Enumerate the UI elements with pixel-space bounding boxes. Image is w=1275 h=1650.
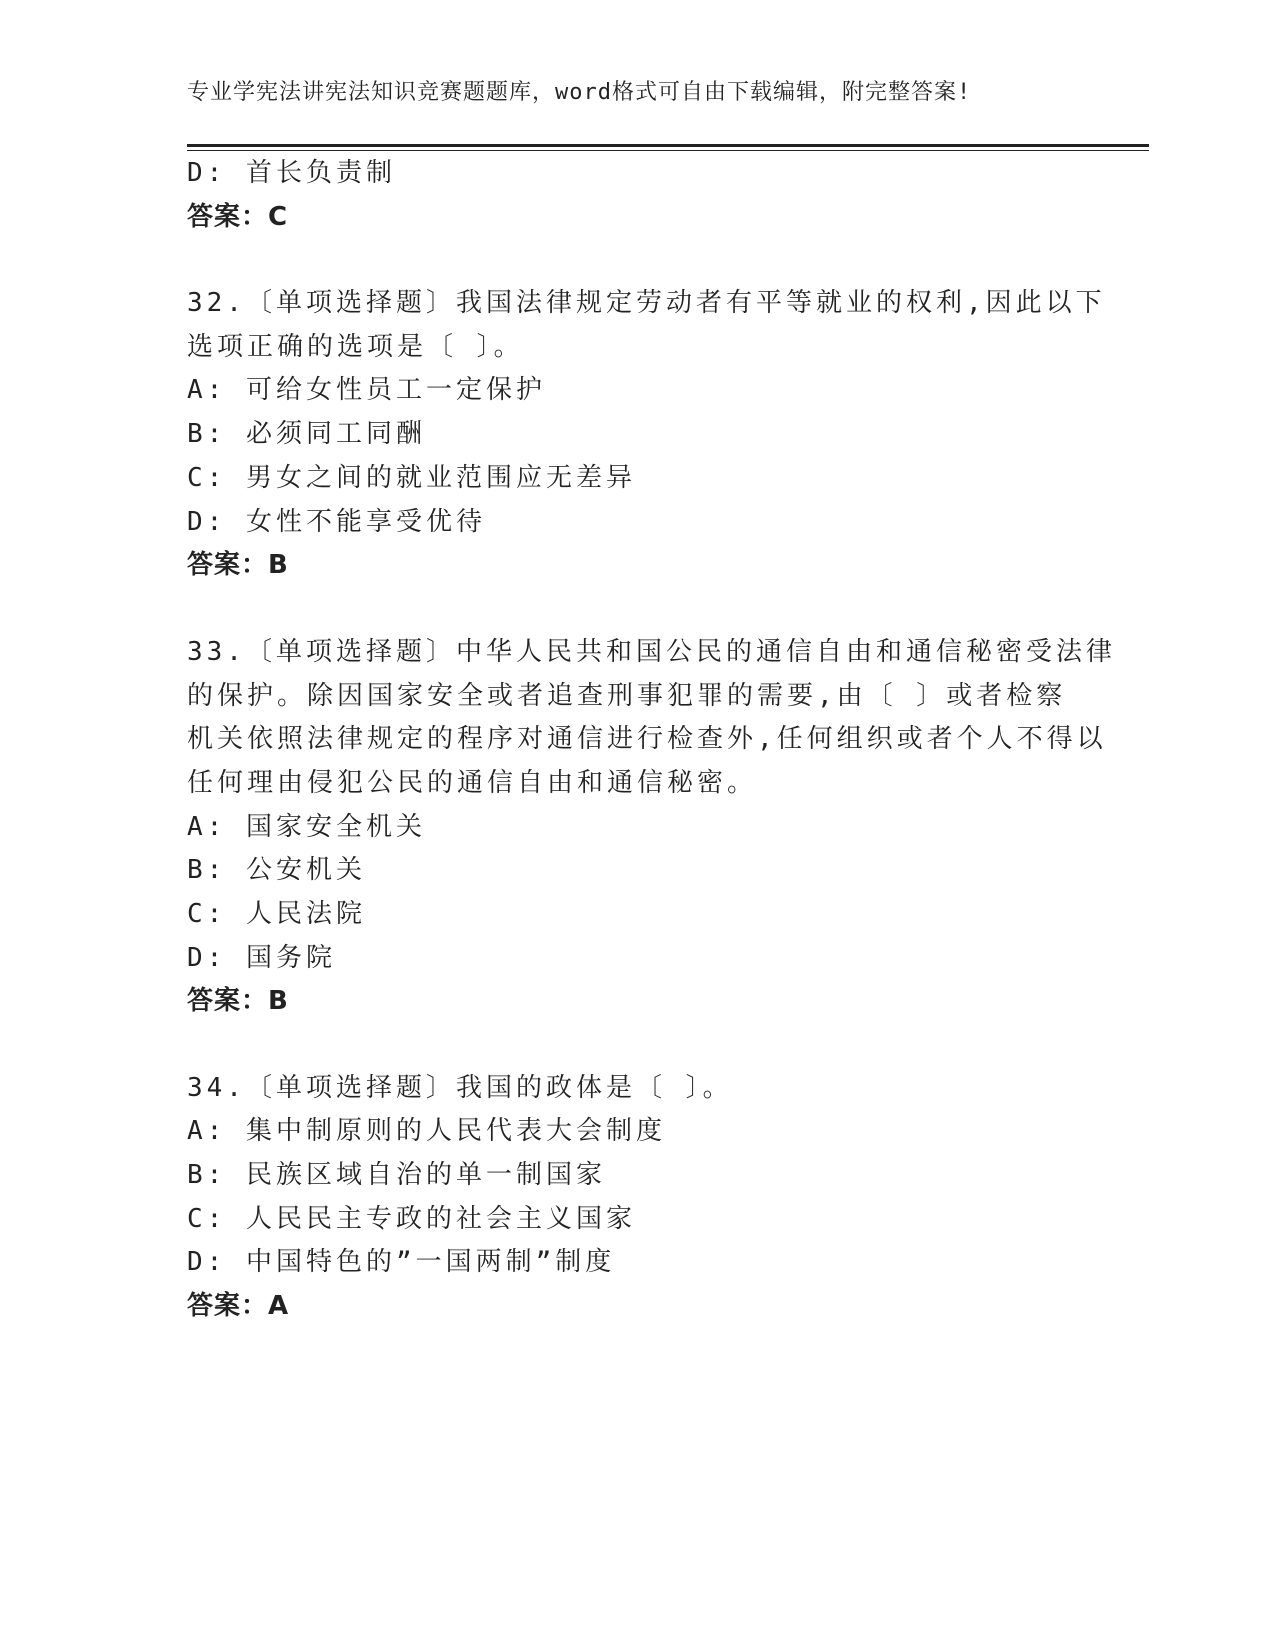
q32-option-a: A: 可给女性员工一定保护	[187, 375, 546, 405]
q31-answer: 答案：C	[187, 202, 289, 232]
q34-stem-line-1: 34.〔单项选择题〕我国的政体是〔 〕。	[187, 1073, 733, 1103]
page-header: 专业学宪法讲宪法知识竞赛题题库，word格式可自由下载编辑，附完整答案!	[187, 80, 972, 105]
q32-option-b: B: 必须同工同酬	[187, 419, 426, 449]
q34-option-c: C: 人民民主专政的社会主义国家	[187, 1204, 636, 1234]
q32-option-d: D: 女性不能享受优待	[187, 507, 486, 537]
q34-option-d: D: 中国特色的”一国两制”制度	[187, 1247, 616, 1277]
q31-option-d: D: 首长负责制	[187, 158, 396, 188]
q34-option-a: A: 集中制原则的人民代表大会制度	[187, 1116, 666, 1146]
q33-stem-line-1: 33.〔单项选择题〕中华人民共和国公民的通信自由和通信秘密受法律	[187, 637, 1116, 667]
q33-option-a: A: 国家安全机关	[187, 812, 426, 842]
q33-option-d: D: 国务院	[187, 943, 336, 973]
q32-option-c: C: 男女之间的就业范围应无差异	[187, 463, 636, 493]
q33-answer: 答案：B	[187, 986, 289, 1016]
q33-option-c: C: 人民法院	[187, 899, 366, 929]
q33-option-b: B: 公安机关	[187, 855, 366, 885]
header-rule-thick	[187, 144, 1149, 147]
header-rule-thin	[187, 150, 1149, 151]
q32-stem-line-2: 选项正确的选项是〔 〕。	[187, 332, 524, 362]
q33-stem-line-4: 任何理由侵犯公民的通信自由和通信秘密。	[187, 768, 758, 798]
q32-stem-line-1: 32.〔单项选择题〕我国法律规定劳动者有平等就业的权利,因此以下	[187, 288, 1106, 318]
q34-answer: 答案：A	[187, 1291, 290, 1321]
q33-stem-line-2: 的保护。除因国家安全或者追查刑事犯罪的需要,由〔 〕或者检察	[187, 681, 1067, 711]
q33-stem-line-3: 机关依照法律规定的程序对通信进行检查外,任何组织或者个人不得以	[187, 724, 1107, 754]
q34-option-b: B: 民族区域自治的单一制国家	[187, 1160, 606, 1190]
q32-answer: 答案：B	[187, 550, 289, 580]
